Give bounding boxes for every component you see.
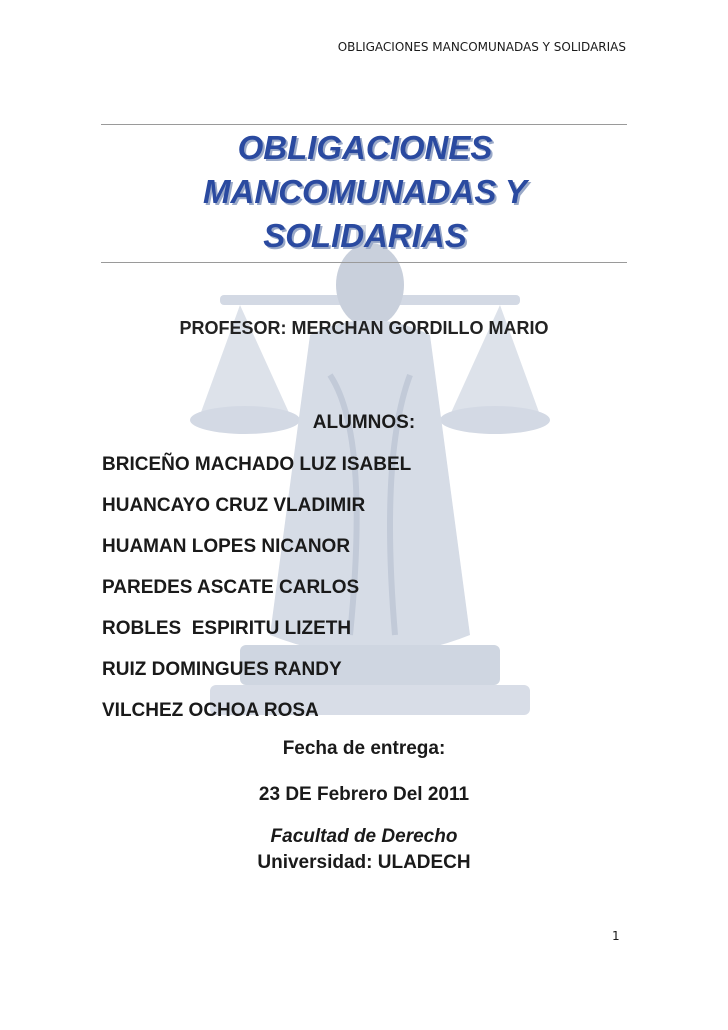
running-header: OBLIGACIONES MANCOMUNADAS Y SOLIDARIAS bbox=[337, 40, 626, 54]
page-number: 1 bbox=[612, 929, 620, 943]
faculty-name: Facultad de Derecho bbox=[270, 826, 458, 847]
student-list bbox=[102, 452, 411, 739]
delivery-date: 23 DE Febrero Del 2011 bbox=[258, 784, 470, 805]
document-title bbox=[100, 126, 630, 258]
student-name: VILCHEZ OCHOA ROSA bbox=[102, 700, 319, 721]
title-bottom-rule bbox=[101, 262, 627, 263]
professor-line: PROFESOR: MERCHAN GORDILLO MARIO bbox=[179, 318, 549, 338]
title-line: OBLIGACIONES bbox=[237, 129, 493, 166]
delivery-date-label: Fecha de entrega: bbox=[282, 738, 446, 759]
title-line: SOLIDARIAS bbox=[263, 217, 467, 254]
students-heading: ALUMNOS: bbox=[312, 412, 416, 433]
student-name: HUANCAYO CRUZ VLADIMIR bbox=[102, 495, 366, 516]
title-top-rule bbox=[101, 124, 627, 125]
student-name: ROBLES ESPIRITU LIZETH bbox=[102, 618, 352, 639]
student-name: HUAMAN LOPES NICANOR bbox=[102, 536, 351, 557]
university-name: Universidad: ULADECH bbox=[257, 852, 471, 873]
title-line: MANCOMUNADAS Y bbox=[203, 173, 527, 210]
student-name: PAREDES ASCATE CARLOS bbox=[102, 577, 360, 598]
student-name: RUIZ DOMINGUES RANDY bbox=[102, 659, 342, 680]
student-name: BRICEÑO MACHADO LUZ ISABEL bbox=[102, 454, 412, 475]
